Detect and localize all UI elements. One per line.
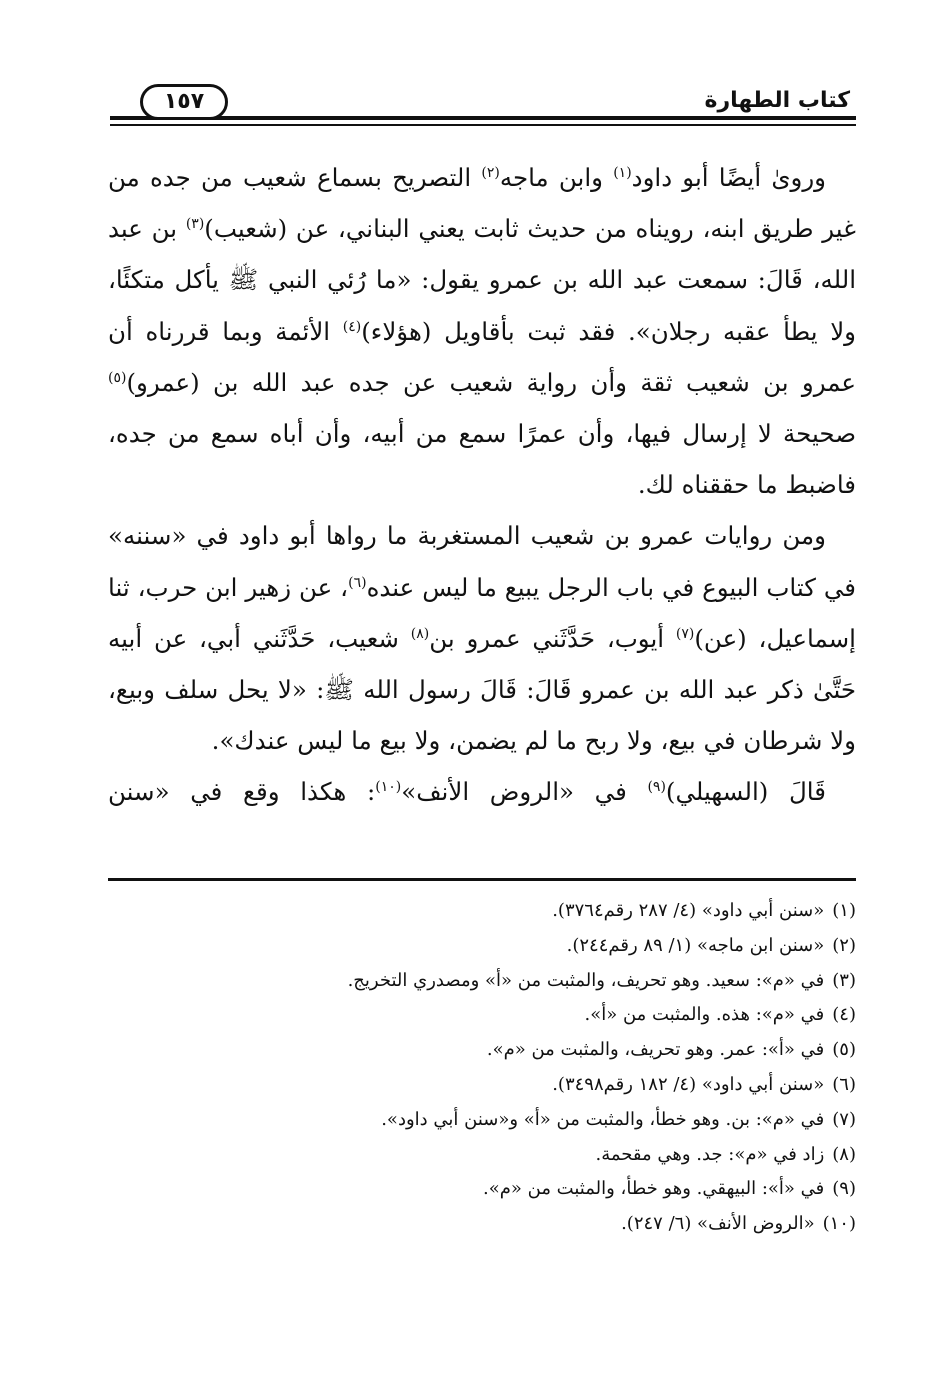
footnote-text: في «أ»: عمر. وهو تحريف، والمثبت من «م». xyxy=(486,1039,825,1061)
footnote-number: (٤) xyxy=(832,1004,856,1026)
footnote-ref-3[interactable]: (٣) xyxy=(185,216,205,233)
footnote-ref-4[interactable]: (٤) xyxy=(342,318,362,335)
footnote-number: (٧) xyxy=(832,1108,856,1130)
header-rule-thick xyxy=(110,116,856,120)
paragraph-1: وروىٰ أيضًا أبو داود$^{(١)}$ وابن ماجه$^{(٢)}$ التصريح بسماع شعيب من جده من غير طريق ابنه، رويناه من حديث ثابت يعني البناني، عن (شعيب)$^{(٣)}$ بن عبد الله، قَالَ: سمعت عبد الله بن عمرو يقول: «ما رُئي النبي ﷺ يأكل متكئًا، ولا يطأ عقبه رجلان». فقد ثبت بأقاويل (هؤلاء)$^{(٤)}$ الأئمة وبما قررناه أن عمرو بن شعيب ثقة وأن رواية شعيب عن جده عبد الله بن (عمرو)$^{(٥)}$ صحيحة لا إرسال فيها، وأن عمرًا سمع من أبيه، وأن أباه سمع من جده، فاضبط ما حققناه لك. xyxy=(108,163,856,500)
footnote-number: (١) xyxy=(832,900,856,921)
footnote-text: زاد في «م»: جد. وهي مقحمة. xyxy=(595,1143,825,1165)
footnote-ref-9[interactable]: (٩) xyxy=(647,779,666,796)
footnote-ref-8[interactable]: (٨) xyxy=(410,625,430,642)
footnote-item xyxy=(108,964,856,999)
footnote-number: (٥) xyxy=(832,1039,856,1061)
footnote-separator xyxy=(108,878,856,881)
main-text xyxy=(108,152,856,818)
footnote-number: (١٠) xyxy=(822,1213,856,1235)
footnote-ref-10[interactable]: (١٠) xyxy=(375,779,402,796)
footnote-text: «سنن أبي داود» (٤/ ٢٨٧ رقم٣٧٦٤). xyxy=(552,900,825,921)
footnote-item xyxy=(108,1033,856,1068)
footnote-item xyxy=(108,998,856,1033)
footnote-item xyxy=(108,929,856,964)
footnote-number: (٩) xyxy=(832,1178,856,1200)
footnote-item xyxy=(108,1068,856,1103)
footnote-item xyxy=(108,1172,856,1207)
footnote-number: (٦) xyxy=(832,1073,856,1095)
footnote-text: «سنن أبي داود» (٤/ ١٨٢ رقم٣٤٩٨). xyxy=(552,1073,825,1095)
footnote-number: (٣) xyxy=(832,969,856,991)
footnote-item xyxy=(108,1138,856,1173)
footnote-item xyxy=(108,1103,856,1138)
footnote-text: في «م»: هذه. والمثبت من «أ». xyxy=(584,1004,825,1026)
footnote-ref-7[interactable]: (٧) xyxy=(675,625,695,642)
book-title: كتاب الطهارة xyxy=(704,88,850,113)
footnote-item xyxy=(108,1207,856,1242)
footnote-ref-2[interactable]: (٢) xyxy=(481,164,500,181)
paragraph-2: ومن روايات عمرو بن شعيب المستغربة ما رواها أبو داود في «سننه» في كتاب البيوع في باب الرجل يبيع ما ليس عنده$^{(٦)}$، عن زهير ابن حرب، ثنا إسماعيل، (عن)$^{(٧)}$ أيوب، حَدَّثَني عمرو بن$^{(٨)}$ شعيب، حَدَّثَني أبي، عن أبيه حَتَّىٰ ذكر عبد الله بن عمرو قَالَ: قَالَ رسول الله ﷺ: «لا يحل سلف وبيع، ولا شرطان في بيع، ولا ربح ما لم يضمن، ولا بيع ما ليس عندك». xyxy=(108,521,856,756)
footnote-text: في «م»: بن. وهو خطأ، والمثبت من «أ» و«سنن أبي داود». xyxy=(381,1108,825,1130)
footnote-text: «سنن ابن ماجه» (١/ ٨٩ رقم٢٤٤). xyxy=(566,934,825,956)
footnote-ref-1[interactable]: (١) xyxy=(613,164,632,181)
footnote-ref-5[interactable]: (٥) xyxy=(108,369,127,386)
page-header xyxy=(110,84,856,134)
footnotes-list xyxy=(108,894,856,1242)
footnote-text: في «م»: سعيد. وهو تحريف، والمثبت من «أ» ومصدري التخريج. xyxy=(347,969,825,991)
footnote-number: (٨) xyxy=(832,1143,856,1165)
page-number: ١٥٧ xyxy=(140,84,228,120)
footnote-text: في «أ»: البيهقي. وهو خطأ، والمثبت من «م». xyxy=(483,1178,825,1200)
header-rule-thin xyxy=(110,124,856,126)
footnote-text: «الروض الأنف» (٦/ ٢٤٧). xyxy=(621,1213,815,1235)
paragraph-3: قَالَ (السهيلي)$^{(٩)}$ في «الروض الأنف»$^{(١٠)}$: هكذا وقع في «سنن xyxy=(108,777,826,807)
footnote-number: (٢) xyxy=(832,934,856,956)
footnote-item xyxy=(108,894,856,929)
footnote-ref-6[interactable]: (٦) xyxy=(348,574,367,591)
